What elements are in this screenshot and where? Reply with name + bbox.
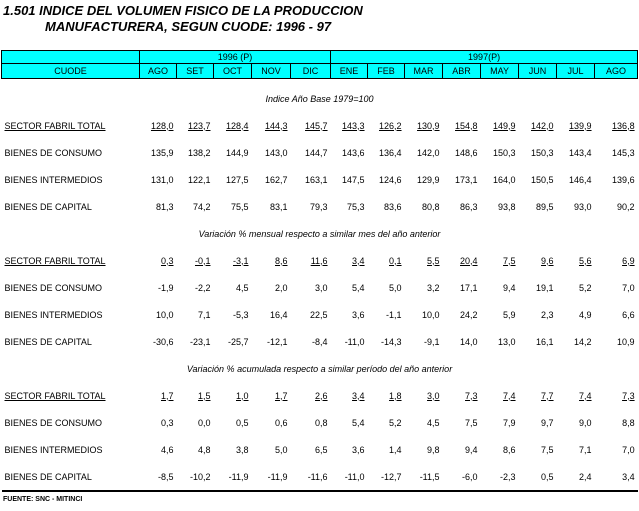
table-cell: 79,3 [310,201,328,212]
table-cell: 19,1 [536,282,554,293]
table-cell: -6,0 [443,463,481,491]
table-cell: 3,6 [352,309,365,320]
table-cell: 0,3 [160,255,174,266]
table-cell: 9,4 [465,444,478,455]
table-cell: 3,4 [352,390,365,401]
table-row [2,328,638,355]
table-row [2,436,638,463]
table-cell: 143,3 [342,120,365,131]
table-cell: 127,5 [225,174,249,185]
table-cell: -11,5 [405,463,443,491]
row-label: BIENES DE CONSUMO [4,147,103,158]
table-cell: 124,6 [379,174,402,185]
table-cell: 93,0 [574,201,592,212]
table-cell: 150,3 [493,147,516,158]
table-cell: 81,3 [155,201,174,212]
table-cell: 5,9 [503,309,516,320]
table-cell: 9,8 [427,444,440,455]
table-cell: -12,7 [368,463,405,491]
table-cell: 7,5 [541,444,554,455]
table-cell: 8,6 [503,444,516,455]
table-cell: -11,9 [252,463,291,491]
table-cell: 75,5 [230,201,249,212]
header-month: MAR [405,64,443,79]
table-cell: 7,3 [622,390,635,401]
table-cell: 135,9 [150,147,174,158]
table-cell: 5,5 [427,255,440,266]
row-label: BIENES DE CAPITAL [4,336,92,347]
table-cell: 8,6 [274,255,288,266]
table-cell: 6,5 [315,444,328,455]
table-cell: 7,0 [622,282,635,293]
header-month: AGO [595,64,638,79]
table-cell: 4,5 [235,282,249,293]
table-cell: -11,0 [331,463,368,491]
table-cell: 3,0 [315,282,328,293]
table-row [2,193,638,220]
table-cell: 16,1 [536,336,554,347]
table-cell: 128,4 [225,120,249,131]
table-cell: 20,4 [460,255,478,266]
header-month: AGO [140,64,177,79]
table-cell: 143,6 [342,147,365,158]
row-label: SECTOR FABRIL TOTAL [4,255,106,266]
table-row [2,409,638,436]
table-cell: 128,0 [150,120,174,131]
table-cell: 1,5 [197,390,211,401]
table-cell: 136,8 [612,120,635,131]
row-label: BIENES DE CONSUMO [4,282,103,293]
table-cell: 5,2 [389,417,402,428]
table-cell: -8,4 [312,336,328,347]
table-cell: -11,6 [291,463,331,491]
table-cell: 164,0 [493,174,516,185]
table-cell: 1,0 [235,390,249,401]
table-cell: 149,9 [493,120,516,131]
table-cell: 145,7 [305,120,328,131]
data-table [1,50,638,492]
table-cell: 14,0 [460,336,478,347]
table-cell: 7,5 [465,417,478,428]
table-cell: 16,4 [269,309,288,320]
table-cell: 7,1 [579,444,592,455]
table-row [2,247,638,274]
table-cell: 145,3 [612,147,635,158]
table-cell: 142,0 [417,147,440,158]
row-label: SECTOR FABRIL TOTAL [4,390,106,401]
header-month: ABR [443,64,481,79]
table-cell: 144,7 [305,147,328,158]
table-cell: 154,8 [455,120,478,131]
table-cell: 146,4 [569,174,592,185]
table-cell: 13,0 [498,336,516,347]
table-header [2,51,638,79]
table-cell: 0,3 [160,417,174,428]
row-label: SECTOR FABRIL TOTAL [4,120,106,131]
table-cell: -2,3 [481,463,519,491]
source-note: FUENTE: SNC - MITINCI [3,496,83,503]
table-cell: 4,9 [579,309,592,320]
header-month: DIC [291,64,331,79]
table-cell: 1,4 [389,444,402,455]
table-cell: 22,5 [310,309,328,320]
table-row [2,139,638,166]
table-cell: 5,4 [352,282,365,293]
table-cell: 0,5 [519,463,557,491]
table-row [2,112,638,139]
table-cell: 0,5 [235,417,249,428]
header-stub-empty [2,51,140,64]
table-cell: 150,5 [531,174,554,185]
table-cell: -1,1 [386,309,402,320]
table-cell: 3,4 [595,463,638,491]
table-cell: 3,2 [427,282,440,293]
table-title [3,3,363,35]
table-cell: 7,3 [465,390,478,401]
table-cell: -11,0 [344,336,365,347]
table-cell: 147,5 [342,174,365,185]
table-cell: 7,4 [579,390,592,401]
table-cell: 3,6 [352,444,365,455]
table-cell: 74,2 [192,201,211,212]
table-cell: 24,2 [460,309,478,320]
table-cell: 2,0 [274,282,288,293]
row-label: BIENES DE CAPITAL [2,463,140,491]
table-cell: 126,2 [379,120,402,131]
table-cell: 4,5 [427,417,440,428]
table-cell: 173,1 [455,174,478,185]
header-month: MAY [481,64,519,79]
table-cell: -23,1 [189,336,211,347]
section-caption: Variación % mensual respecto a similar mes del año anterior [198,228,441,239]
table-row [2,301,638,328]
table-cell: 1,8 [389,390,402,401]
table-cell: -14,3 [381,336,402,347]
table-cell: 3,8 [235,444,249,455]
table-cell: 93,8 [498,201,516,212]
table-cell: 10,9 [617,336,635,347]
table-cell: -11,9 [214,463,252,491]
table-cell: 0,8 [315,417,328,428]
table-cell: 0,6 [274,417,288,428]
header-month: JUL [557,64,595,79]
header-month: FEB [368,64,405,79]
table-cell: 2,3 [541,309,554,320]
table-cell: 143,0 [264,147,288,158]
table-cell: 7,7 [541,390,554,401]
table-cell: 5,0 [389,282,402,293]
table-cell: -8,5 [140,463,177,491]
table-cell: 6,9 [622,255,635,266]
table-cell: 131,0 [150,174,174,185]
table-cell: 7,1 [197,309,211,320]
table-cell: 10,0 [422,309,440,320]
table-cell: 138,2 [187,147,211,158]
title-line-1: 1.501 INDICE DEL VOLUMEN FISICO DE LA PRODUCCION [3,3,363,18]
table-cell: 148,6 [455,147,478,158]
table-cell: 9,0 [579,417,592,428]
table-cell: -12,1 [266,336,288,347]
table-cell: 142,0 [531,120,554,131]
table-cell: -3,1 [232,255,249,266]
table-cell: 136,4 [379,147,402,158]
table-cell: -0,1 [194,255,211,266]
table-cell: 129,9 [417,174,440,185]
table-cell: -5,3 [232,309,249,320]
table-cell: 0,0 [197,417,211,428]
table-cell: 3,0 [427,390,440,401]
table-row [2,166,638,193]
section-caption: Variación % acumulada respecto a similar período del año anterior [186,363,453,374]
table-cell: 9,4 [503,282,516,293]
row-label: BIENES DE CAPITAL [4,201,92,212]
header-month: SET [177,64,214,79]
table-cell: 7,5 [503,255,516,266]
table-cell: 150,3 [531,147,554,158]
header-month: ENE [331,64,368,79]
table-cell: 1,7 [160,390,174,401]
table-cell: -30,6 [152,336,174,347]
row-label: BIENES INTERMEDIOS [4,444,103,455]
table-cell: 7,0 [622,444,635,455]
table-cell: 80,8 [422,201,440,212]
table-cell: 5,4 [352,417,365,428]
table-cell: 2,6 [315,390,328,401]
table-cell: 75,3 [347,201,365,212]
table-cell: 130,9 [417,120,440,131]
table-cell: 89,5 [536,201,554,212]
table-cell: 139,9 [569,120,592,131]
table-cell: 9,6 [541,255,554,266]
table-cell: 14,2 [574,336,592,347]
table-cell: 8,8 [622,417,635,428]
table-cell: -10,2 [177,463,214,491]
header-year-1997: 1997(P) [331,51,638,64]
table-cell: 162,7 [264,174,288,185]
table-cell: 10,0 [155,309,174,320]
table-cell: -25,7 [227,336,249,347]
table-row [2,382,638,409]
row-label: BIENES DE CONSUMO [4,417,103,428]
table-cell: 17,1 [460,282,478,293]
table-cell: 86,3 [460,201,478,212]
header-month: OCT [214,64,252,79]
table-cell: 143,4 [569,147,592,158]
row-label: BIENES INTERMEDIOS [4,309,103,320]
table-cell: 163,1 [305,174,328,185]
table-cell: 90,2 [617,201,635,212]
table-cell: 83,6 [384,201,402,212]
row-label: BIENES INTERMEDIOS [4,174,103,185]
table-cell: -9,1 [424,336,440,347]
table-cell: 9,7 [541,417,554,428]
header-month: NOV [252,64,291,79]
table-cell: 83,1 [269,201,288,212]
table-row [2,463,638,491]
table-cell: 6,6 [622,309,635,320]
table-cell: 3,4 [352,255,365,266]
table-cell: 7,9 [503,417,516,428]
table-cell: 144,9 [225,147,249,158]
table-cell: 122,1 [187,174,211,185]
table-cell: 1,7 [274,390,288,401]
table-cell: 11,6 [310,255,328,266]
table-cell: 5,2 [579,282,592,293]
table-cell: 4,6 [160,444,174,455]
title-line-2: MANUFACTURERA, SEGUN CUODE: 1996 - 97 [45,19,332,34]
table-cell: 0,1 [389,255,402,266]
table-cell: 4,8 [197,444,211,455]
table-cell: 144,3 [264,120,288,131]
table-cell: 123,7 [187,120,211,131]
section-caption: Indice Año Base 1979=100 [265,93,374,104]
header-month: JUN [519,64,557,79]
table-row [2,274,638,301]
table-cell: -1,9 [157,282,174,293]
table-cell: 2,4 [557,463,595,491]
table-cell: 5,0 [274,444,288,455]
table-cell: 7,4 [503,390,516,401]
header-year-1996: 1996 (P) [140,51,331,64]
table-cell: 5,6 [579,255,592,266]
header-cuode: CUODE [2,64,140,79]
table-cell: -2,2 [194,282,211,293]
table-cell: 139,6 [612,174,635,185]
table-body [2,79,638,492]
